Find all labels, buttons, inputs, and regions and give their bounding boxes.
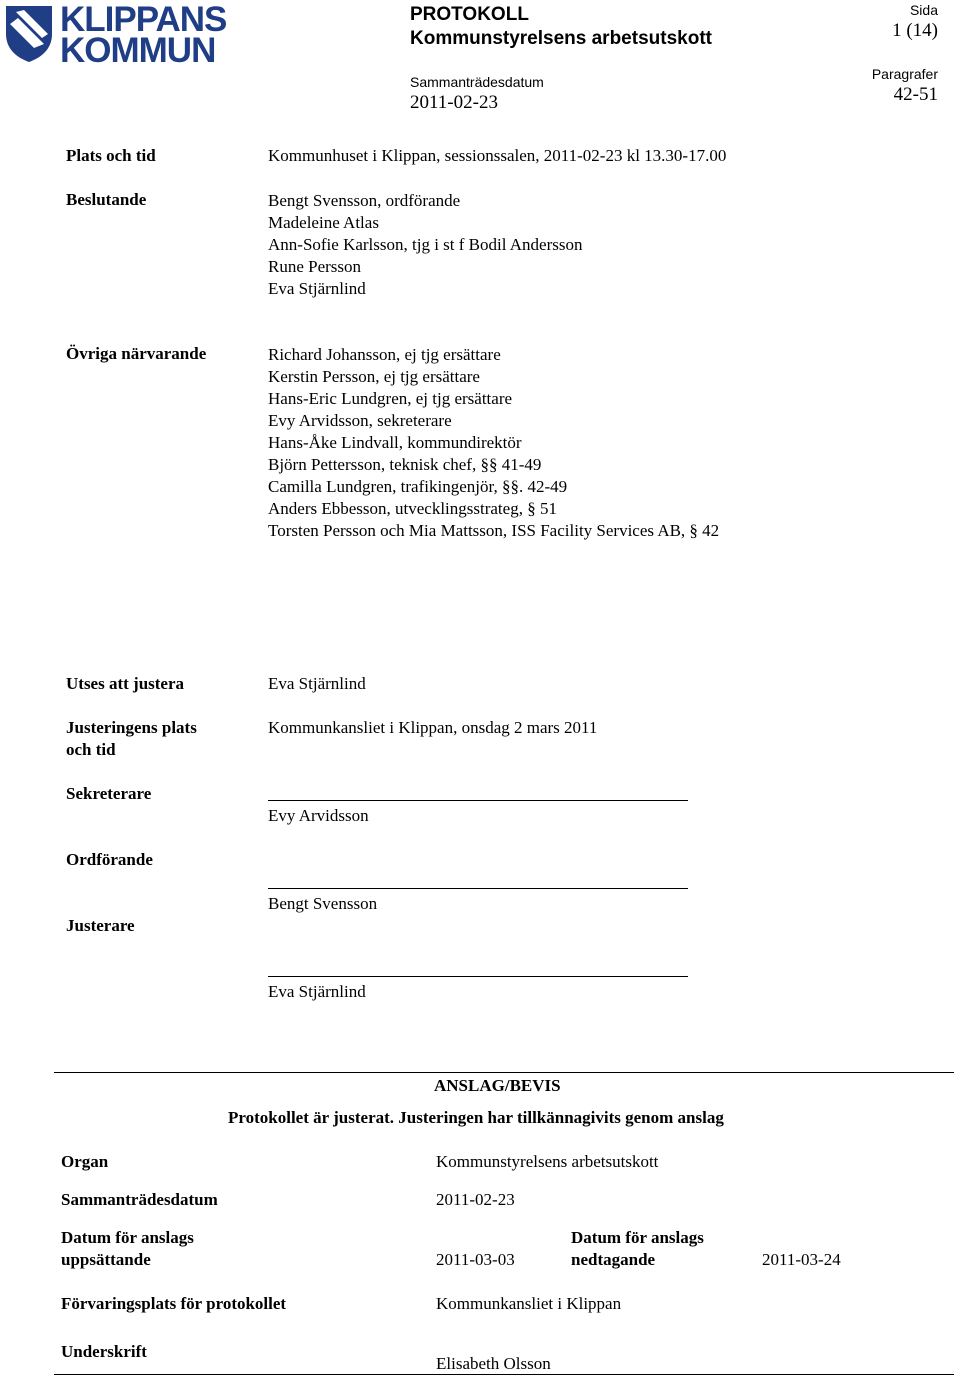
deciding-member: Rune Persson bbox=[268, 257, 362, 276]
attendee: Camilla Lundgren, trafikingenjör, §§. 42-49 bbox=[268, 477, 568, 496]
attendee: Hans-Eric Lundgren, ej tjg ersättare bbox=[268, 389, 513, 408]
adjust-place-value: Kommunkansliet i Klippan, onsdag 2 mars 2011 bbox=[268, 718, 598, 737]
organ-value: Kommunstyrelsens arbetsutskott bbox=[436, 1152, 659, 1171]
deciding-member: Madeleine Atlas bbox=[268, 213, 379, 232]
deciding-member: Ann-Sofie Karlsson, tjg i st f Bodil Andersson bbox=[268, 235, 583, 254]
posted-date-value: 2011-03-03 bbox=[436, 1250, 515, 1269]
adjuster-name: Eva Stjärnlind bbox=[268, 982, 366, 1001]
attendee: Björn Pettersson, teknisk chef, §§ 41-49 bbox=[268, 455, 542, 474]
deciding-member: Eva Stjärnlind bbox=[268, 279, 366, 298]
deciding-list bbox=[268, 190, 583, 300]
meeting-date: 2011-02-23 bbox=[410, 92, 498, 113]
removed-date-label-2: nedtagande bbox=[571, 1250, 656, 1269]
municipality-logo bbox=[4, 0, 227, 70]
signature-value: Elisabeth Olsson bbox=[436, 1354, 551, 1373]
posted-date-label: Datum för anslags bbox=[61, 1228, 194, 1247]
adjuster-sign-label: Justerare bbox=[66, 916, 135, 935]
others-list bbox=[268, 344, 719, 542]
meeting-date-label: Sammanträdesdatum bbox=[410, 74, 544, 90]
notice-top-rule bbox=[54, 1072, 954, 1073]
committee-title: Kommunstyrelsens arbetsutskott bbox=[410, 28, 712, 49]
logo-text-kommun: KOMMUN bbox=[60, 31, 216, 70]
attendee: Anders Ebbesson, utvecklingsstrateg, § 51 bbox=[268, 499, 557, 518]
logo-text-klippans: KLIPPANS bbox=[60, 0, 227, 39]
notice-meeting-date-label: Sammanträdesdatum bbox=[61, 1190, 218, 1209]
removed-date-value: 2011-03-24 bbox=[762, 1250, 841, 1269]
attendee: Torsten Persson och Mia Mattsson, ISS Facility Services AB, § 42 bbox=[268, 521, 720, 540]
deciding-label: Beslutande bbox=[66, 190, 147, 209]
adjuster-signature-line bbox=[268, 976, 688, 977]
coat-of-arms-icon bbox=[4, 4, 54, 64]
notice-bottom-rule bbox=[54, 1374, 954, 1375]
organ-label: Organ bbox=[61, 1152, 109, 1171]
place-label: Plats och tid bbox=[66, 146, 156, 165]
notice-meeting-date-value: 2011-02-23 bbox=[436, 1190, 515, 1209]
place-value: Kommunhuset i Klippan, sessionssalen, 2011-02-23 kl 13.30-17.00 bbox=[268, 146, 727, 165]
deciding-member: Bengt Svensson, ordförande bbox=[268, 191, 461, 210]
attendee: Richard Johansson, ej tjg ersättare bbox=[268, 345, 501, 364]
page-number: 1 (14) bbox=[892, 20, 938, 41]
attendee: Hans-Åke Lindvall, kommundirektör bbox=[268, 433, 522, 452]
adjust-place-label-2: och tid bbox=[66, 740, 116, 759]
adjuster-label: Utses att justera bbox=[66, 674, 185, 693]
adjust-place-label: Justeringens plats bbox=[66, 718, 197, 737]
notice-subtitle: Protokollet är justerat. Justeringen har tillkännagivits genom anslag bbox=[228, 1108, 724, 1127]
notice-title: ANSLAG/BEVIS bbox=[434, 1076, 561, 1095]
chair-name: Bengt Svensson bbox=[268, 894, 378, 913]
chair-label: Ordförande bbox=[66, 850, 153, 869]
storage-label: Förvaringsplats för protokollet bbox=[61, 1294, 287, 1313]
signature-label: Underskrift bbox=[61, 1342, 147, 1361]
attendee: Evy Arvidsson, sekreterare bbox=[268, 411, 452, 430]
attendee: Kerstin Persson, ej tjg ersättare bbox=[268, 367, 480, 386]
page-label: Sida bbox=[909, 2, 938, 18]
paragraphs-label: Paragrafer bbox=[871, 66, 938, 82]
chair-signature-line bbox=[268, 888, 688, 889]
doc-type-title: PROTOKOLL bbox=[410, 4, 529, 25]
posted-date-label-2: uppsättande bbox=[61, 1250, 151, 1269]
secretary-signature-line bbox=[268, 800, 688, 801]
paragraphs-value: 42-51 bbox=[893, 84, 938, 105]
secretary-name: Evy Arvidsson bbox=[268, 806, 369, 825]
removed-date-label: Datum för anslags bbox=[571, 1228, 704, 1247]
others-label: Övriga närvarande bbox=[66, 344, 207, 363]
storage-value: Kommunkansliet i Klippan bbox=[436, 1294, 622, 1313]
secretary-label: Sekreterare bbox=[66, 784, 152, 803]
adjuster-value: Eva Stjärnlind bbox=[268, 674, 366, 693]
